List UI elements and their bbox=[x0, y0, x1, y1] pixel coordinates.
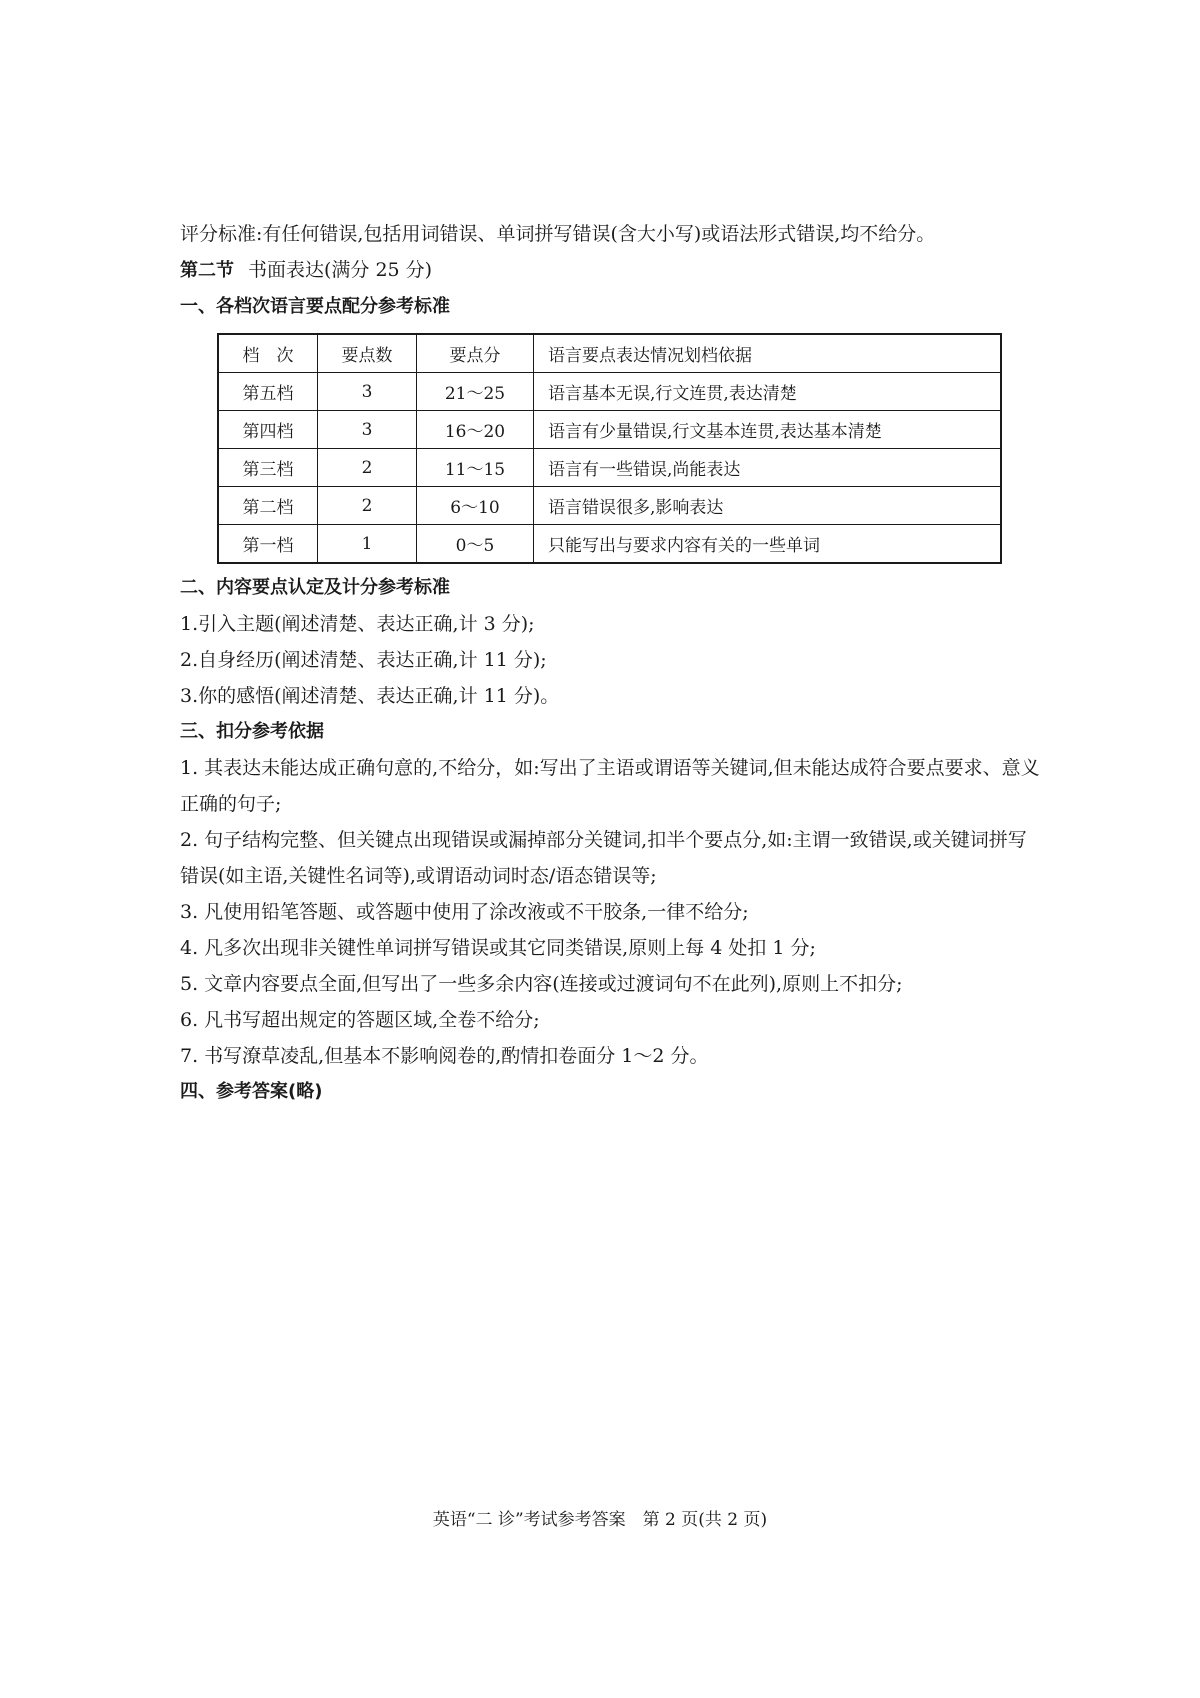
document-body bbox=[180, 216, 1040, 1110]
list-item: 3.你的感悟(阐述清楚、表达正确,计 11 分)。 bbox=[180, 685, 560, 707]
table-cell-points: 3 bbox=[318, 373, 417, 411]
grading-table bbox=[217, 333, 1002, 564]
table-row bbox=[218, 487, 1001, 525]
part1-heading: 一、各档次语言要点配分参考标准 bbox=[180, 296, 450, 317]
table-cell-criteria: 语言有一些错误,尚能表达 bbox=[534, 449, 1002, 487]
list-item: 1.引入主题(阐述清楚、表达正确,计 3 分); bbox=[180, 613, 535, 635]
table-header-cell: 要点数 bbox=[318, 334, 417, 373]
table-header-cell: 档 次 bbox=[218, 334, 318, 373]
table-cell-points: 2 bbox=[318, 487, 417, 525]
table-cell-grade: 第四档 bbox=[218, 411, 318, 449]
table-cell-points: 2 bbox=[318, 449, 417, 487]
table-cell-grade: 第五档 bbox=[218, 373, 318, 411]
page-footer: 英语“二 诊”考试参考答案 第 2 页(共 2 页) bbox=[432, 1510, 768, 1530]
part3-heading: 三、扣分参考依据 bbox=[180, 721, 324, 742]
table-cell-points: 3 bbox=[318, 411, 417, 449]
table-row bbox=[218, 373, 1001, 411]
table-row bbox=[218, 411, 1001, 449]
list-item: 1. 其表达未能达成正确句意的,不给分，如:写出了主语或谓语等关键词,但未能达成符合要点要求、意义正确的句子; bbox=[180, 757, 1040, 815]
list-item: 2.自身经历(阐述清楚、表达正确,计 11 分); bbox=[180, 649, 547, 671]
table-header-row bbox=[218, 334, 1001, 373]
table-cell-grade: 第一档 bbox=[218, 525, 318, 564]
table-header-cell: 语言要点表达情况划档依据 bbox=[534, 334, 1002, 373]
list-item: 3. 凡使用铅笔答题、或答题中使用了涂改液或不干胶条,一律不给分; bbox=[180, 901, 749, 923]
table-cell-criteria: 只能写出与要求内容有关的一些单词 bbox=[534, 525, 1002, 564]
table-cell-grade: 第三档 bbox=[218, 449, 318, 487]
part2-heading: 二、内容要点认定及计分参考标准 bbox=[180, 577, 450, 598]
section-title-line bbox=[180, 252, 1040, 289]
table-cell-points: 1 bbox=[318, 525, 417, 564]
table-row bbox=[218, 525, 1001, 564]
table-cell-score: 21～25 bbox=[417, 373, 534, 411]
table-cell-criteria: 语言基本无误,行文连贯,表达清楚 bbox=[534, 373, 1002, 411]
section-subtitle: 书面表达(满分 25 分) bbox=[248, 259, 433, 281]
list-item: 2. 句子结构完整、但关键点出现错误或漏掉部分关键词,扣半个要点分,如:主谓一致错误,或关键词拼写错误(如主语,关键性名词等),或谓语动词时态/语态错误等; bbox=[180, 829, 1027, 887]
section-title: 第二节 bbox=[180, 260, 234, 281]
table-cell-criteria: 语言有少量错误,行文基本连贯,表达基本清楚 bbox=[534, 411, 1002, 449]
scoring-standard-note: 评分标准:有任何错误,包括用词错误、单词拼写错误(含大小写)或语法形式错误,均不给分。 bbox=[180, 223, 936, 245]
list-item: 5. 文章内容要点全面,但写出了一些多余内容(连接或过渡词句不在此列),原则上不扣分; bbox=[180, 973, 903, 995]
list-item: 7. 书写潦草凌乱,但基本不影响阅卷的,酌情扣卷面分 1～2 分。 bbox=[180, 1045, 709, 1067]
table-cell-score: 6～10 bbox=[417, 487, 534, 525]
table-header-cell: 要点分 bbox=[417, 334, 534, 373]
list-item: 6. 凡书写超出规定的答题区域,全卷不给分; bbox=[180, 1009, 540, 1031]
table-cell-score: 0～5 bbox=[417, 525, 534, 564]
table-cell-criteria: 语言错误很多,影响表达 bbox=[534, 487, 1002, 525]
list-item: 4. 凡多次出现非关键性单词拼写错误或其它同类错误,原则上每 4 处扣 1 分; bbox=[180, 937, 816, 959]
part4-heading: 四、参考答案(略) bbox=[180, 1081, 323, 1102]
table-cell-score: 16～20 bbox=[417, 411, 534, 449]
table-row bbox=[218, 449, 1001, 487]
table-cell-grade: 第二档 bbox=[218, 487, 318, 525]
table-cell-score: 11～15 bbox=[417, 449, 534, 487]
